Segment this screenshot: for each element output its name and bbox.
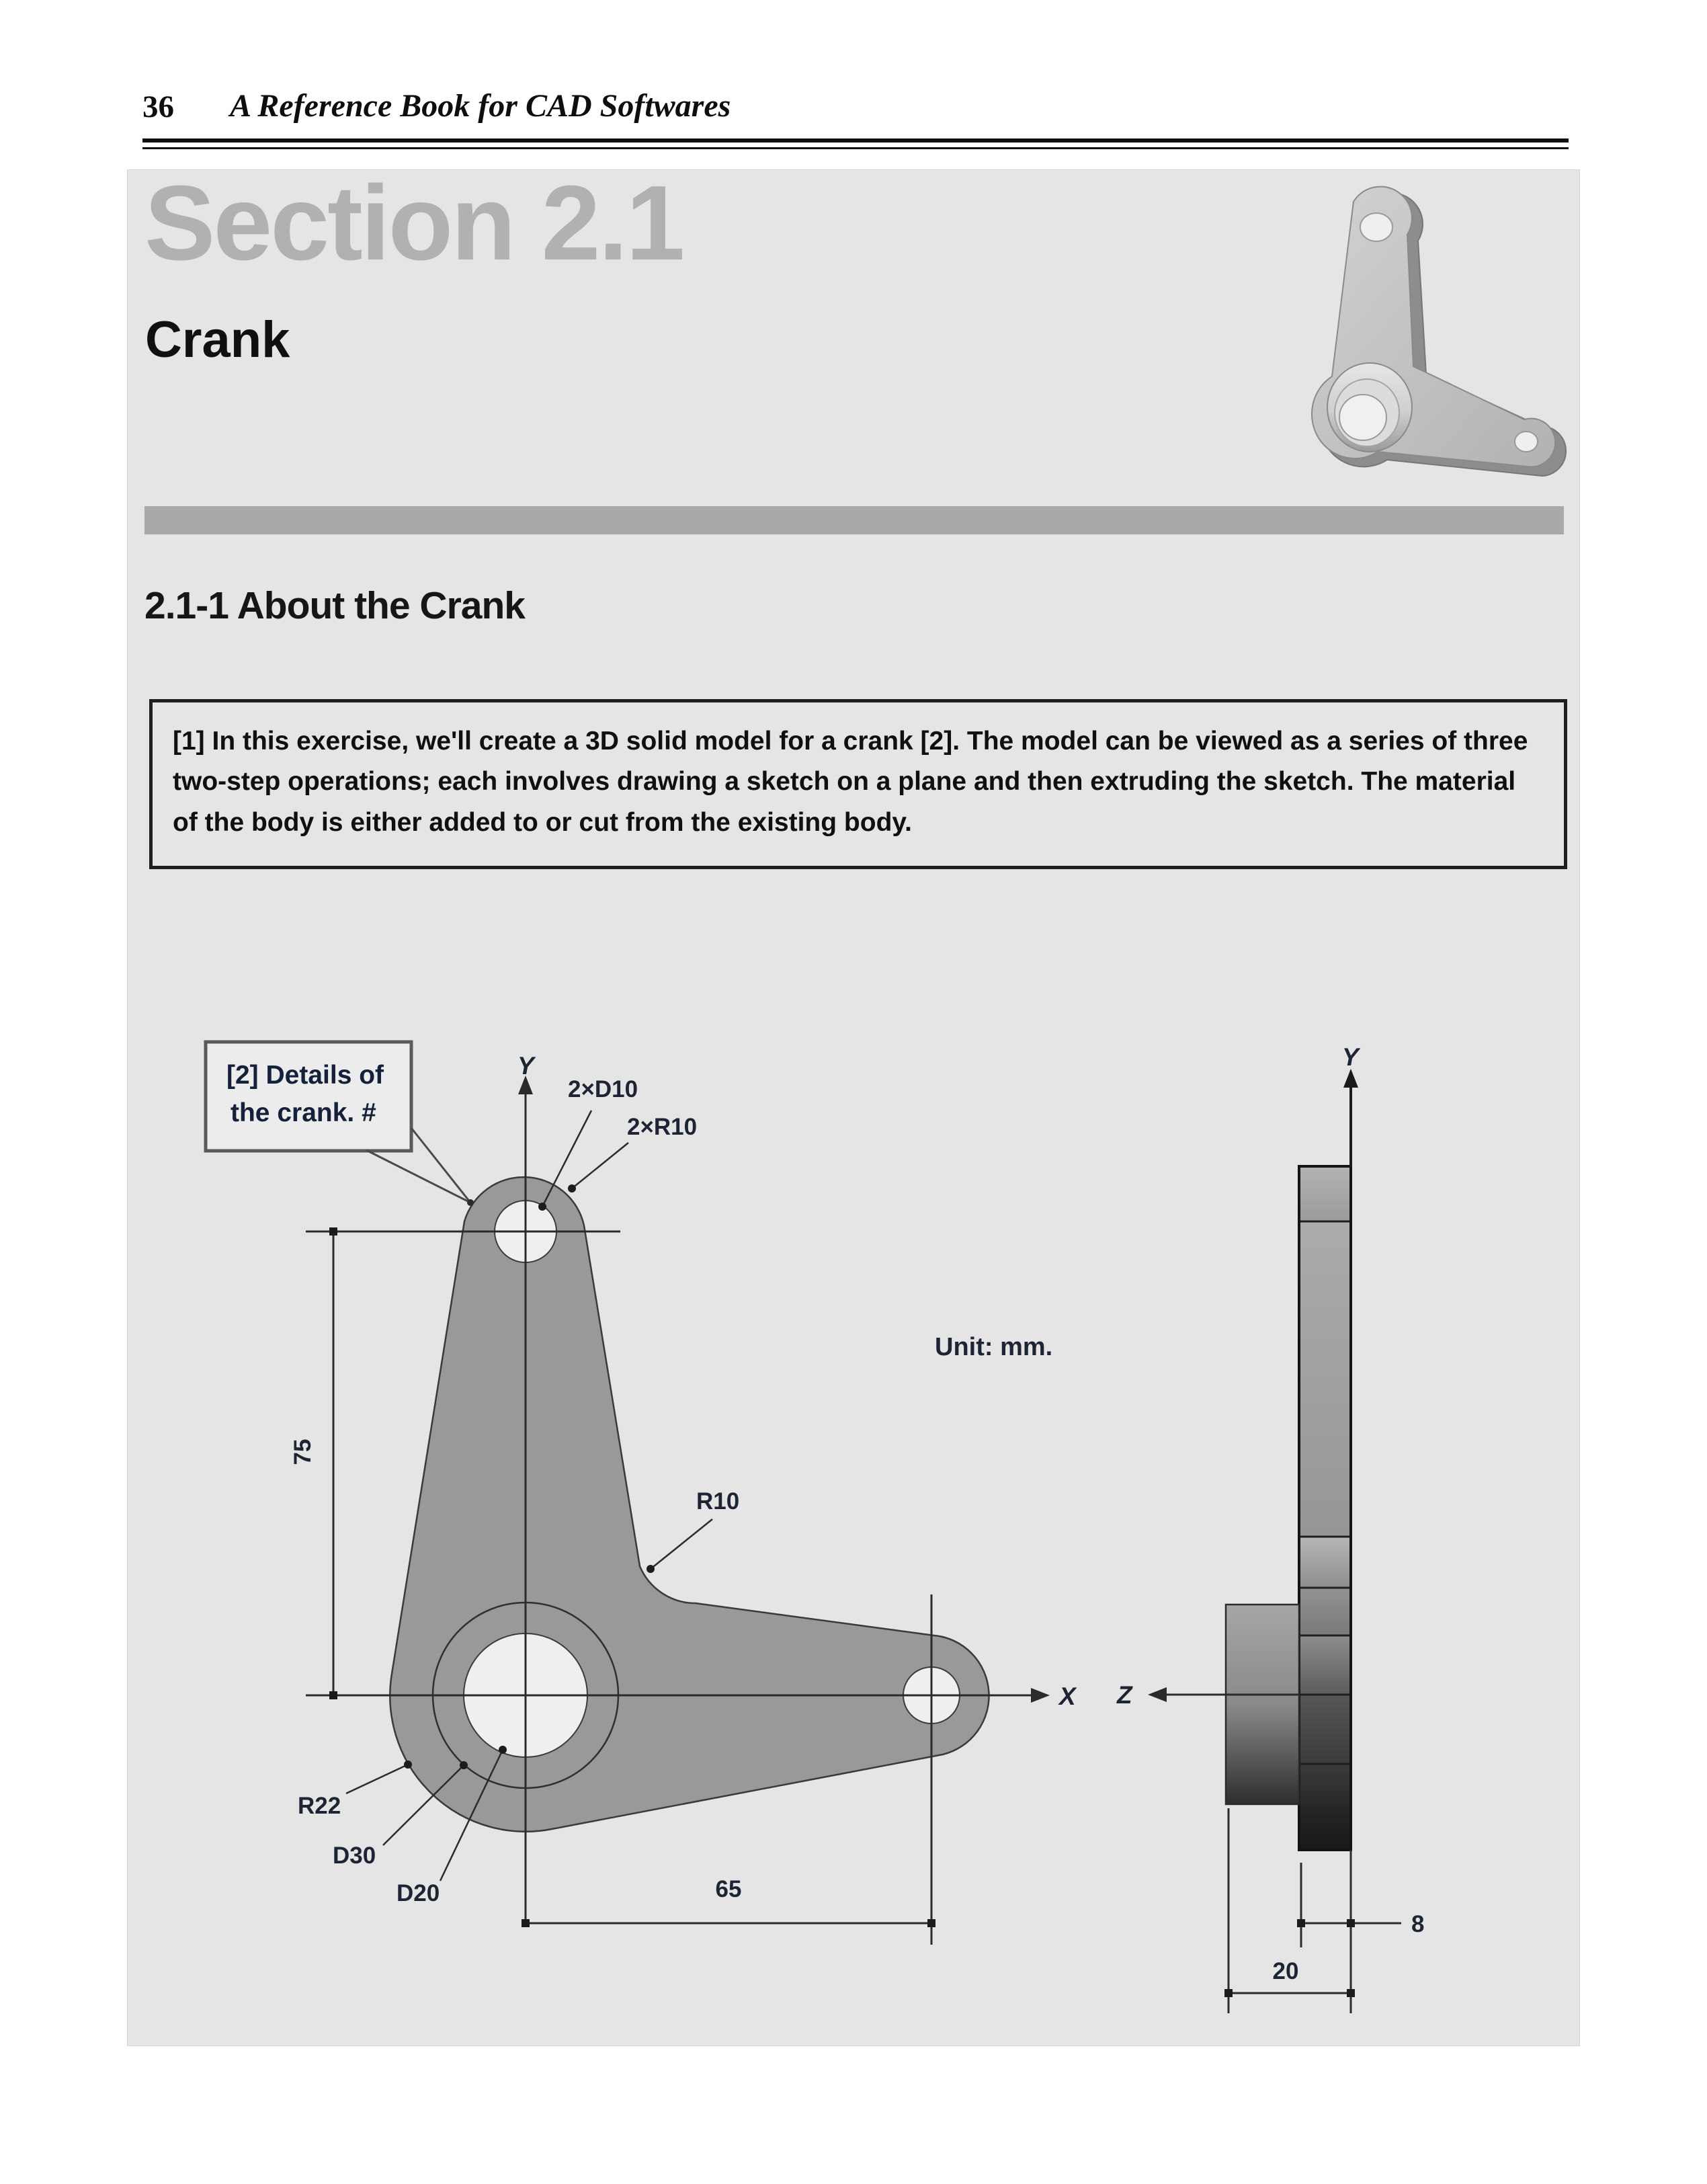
dim65-end-left bbox=[522, 1919, 530, 1927]
side-view bbox=[1116, 1043, 1424, 2013]
side-y-axis-label: Y bbox=[1342, 1043, 1359, 1071]
dim20-end-left bbox=[1224, 1989, 1233, 1997]
front-view bbox=[206, 1042, 1077, 1945]
about-heading: 2.1-1 About the Crank bbox=[144, 584, 525, 627]
boss-outer-dot bbox=[460, 1761, 468, 1769]
intro-text-box: [1] In this exercise, we'll create a 3D solid model for a crank [2]. The model can be viewed as a series of three two-step operations; each involves drawing a sketch on a plane and then extruding the sketch. The material of the body is either added to or cut from the existing body. bbox=[149, 699, 1567, 869]
dim20-label: 20 bbox=[1272, 1958, 1299, 1984]
boss-hole-dot bbox=[499, 1746, 507, 1754]
callout-line2: the crank. # bbox=[231, 1098, 376, 1127]
boss-hole-label: D20 bbox=[397, 1880, 440, 1906]
unit-note: Unit: mm. bbox=[935, 1333, 1053, 1361]
callout-tail-b bbox=[411, 1128, 470, 1203]
plate-seg-8 bbox=[1299, 1804, 1351, 1850]
y-axis-label: Y bbox=[517, 1052, 534, 1080]
callout-tail-a bbox=[366, 1150, 470, 1203]
dim8-end-right bbox=[1347, 1919, 1355, 1927]
plate-seg-7 bbox=[1299, 1764, 1351, 1804]
callout-tail-dot bbox=[467, 1199, 474, 1206]
boss-radius-dot bbox=[404, 1761, 412, 1769]
boss-side bbox=[1226, 1605, 1299, 1804]
dim65-end-right bbox=[927, 1919, 935, 1927]
holes-leader bbox=[542, 1110, 591, 1207]
fillet-leader-dot bbox=[647, 1565, 655, 1573]
dim75-end-top bbox=[329, 1227, 337, 1236]
dim8-label: 8 bbox=[1411, 1911, 1425, 1937]
lobes-leader-dot bbox=[568, 1184, 576, 1192]
plate-seg-1 bbox=[1299, 1166, 1351, 1221]
dim65-label: 65 bbox=[715, 1876, 742, 1902]
render-top-hole bbox=[1360, 213, 1392, 241]
render-end-hole bbox=[1515, 432, 1538, 452]
z-axis-label: Z bbox=[1117, 1681, 1132, 1709]
callout-box bbox=[206, 1042, 411, 1151]
crank-3d-render bbox=[1312, 187, 1566, 476]
page-number: 36 bbox=[142, 89, 174, 124]
dim75-label: 75 bbox=[290, 1439, 316, 1465]
boss-radius-label: R22 bbox=[298, 1793, 341, 1819]
plate-seg-5 bbox=[1299, 1635, 1351, 1695]
plate-seg-3 bbox=[1299, 1537, 1351, 1588]
section-title: Section 2.1 bbox=[144, 164, 683, 282]
boss-radius-leader bbox=[346, 1765, 408, 1793]
boss-outer-label: D30 bbox=[333, 1843, 376, 1869]
x-axis-arrow bbox=[1031, 1688, 1050, 1703]
x-axis-label: X bbox=[1059, 1683, 1076, 1710]
lobes-label: 2×R10 bbox=[627, 1114, 698, 1140]
dim8-end-left bbox=[1297, 1919, 1305, 1927]
side-y-axis-arrow bbox=[1343, 1069, 1358, 1088]
plate-seg-6 bbox=[1299, 1695, 1351, 1764]
holes-leader-dot bbox=[538, 1203, 546, 1211]
dim20-end-right bbox=[1347, 1989, 1355, 1997]
callout-line1: [2] Details of bbox=[226, 1061, 384, 1090]
z-axis-arrow bbox=[1148, 1687, 1167, 1702]
render-boss-hole bbox=[1339, 395, 1386, 440]
dim75-end-bot bbox=[329, 1691, 337, 1699]
holes-label: 2×D10 bbox=[568, 1076, 638, 1102]
fillet-leader bbox=[651, 1519, 712, 1569]
page-header-title: A Reference Book for CAD Softwares bbox=[230, 88, 731, 124]
plate-seg-2 bbox=[1299, 1221, 1351, 1537]
plate-seg-4 bbox=[1299, 1588, 1351, 1635]
section-subtitle: Crank bbox=[145, 311, 290, 368]
lobes-leader bbox=[572, 1143, 628, 1188]
fillet-label: R10 bbox=[696, 1488, 740, 1514]
